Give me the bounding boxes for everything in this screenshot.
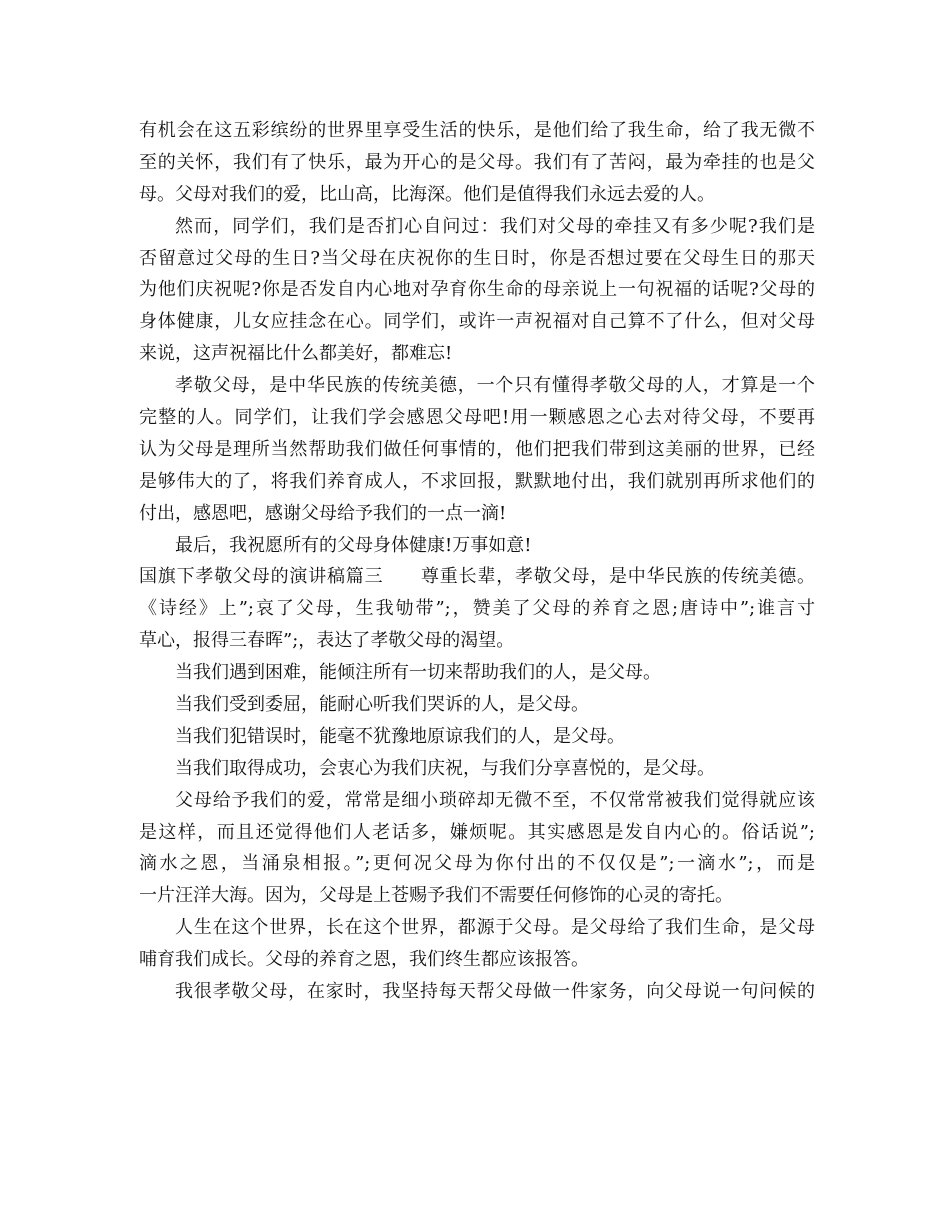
text-line: 《诗经》上”;哀了父母，生我劬带”;，赞美了父母的养育之恩;唐诗中”;谁言寸 bbox=[139, 598, 815, 620]
text-line: 为他们庆祝呢?你是否发自内心地对孕育你生命的母亲说上一句祝福的话呢?父母的 bbox=[139, 279, 815, 301]
text-line: 是这样，而且还觉得他们人老话多，嫌烦呢。其实感恩是发自内心的。俗话说”; bbox=[139, 821, 815, 843]
text-line: 至的关怀，我们有了快乐，最为开心的是父母。我们有了苦闷，最为牵挂的也是父 bbox=[139, 151, 815, 173]
text-line: 身体健康，儿女应挂念在心。同学们，或许一声祝福对自己算不了什么，但对父母 bbox=[139, 311, 815, 333]
text-line: 人生在这个世界，长在这个世界，都源于父母。是父母给了我们生命，是父母 bbox=[175, 917, 815, 939]
text-line: 草心，报得三春晖”;，表达了孝敬父母的渴望。 bbox=[139, 630, 515, 652]
text-line: 当我们受到委屈，能耐心听我们哭诉的人，是父母。 bbox=[175, 694, 589, 716]
text-line: 付出，感恩吧，感谢父母给予我们的一点一滴! bbox=[139, 502, 507, 524]
text-line: 当我们犯错误时，能毫不犹豫地原谅我们的人，是父母。 bbox=[175, 725, 625, 747]
text-line: 当我们取得成功，会衷心为我们庆祝，与我们分享喜悦的，是父母。 bbox=[175, 757, 715, 779]
text-line: 一片汪洋大海。因为，父母是上苍赐予我们不需要任何修饰的心灵的寄托。 bbox=[139, 885, 733, 907]
text-line: 父母给予我们的爱，常常是细小琐碎却无微不至，不仅常常被我们觉得就应该 bbox=[175, 789, 815, 811]
text-line: 最后，我祝愿所有的父母身体健康!万事如意! bbox=[175, 534, 532, 556]
text-line: 来说，这声祝福比什么都美好，都难忘! bbox=[139, 343, 453, 365]
text-line: 有机会在这五彩缤纷的世界里享受生活的快乐，是他们给了我生命，给了我无微不 bbox=[139, 120, 815, 141]
text-line: 然而，同学们，我们是否扪心自问过：我们对父母的牵挂又有多少呢?我们是 bbox=[175, 215, 815, 237]
text-line: 当我们遇到困难，能倾注所有一切来帮助我们的人，是父母。 bbox=[175, 662, 661, 684]
text-line: 国旗下孝敬父母的演讲稿篇三 尊重长辈，孝敬父母，是中华民族的传统美德。 bbox=[139, 566, 815, 588]
speech-text-body bbox=[139, 115, 815, 1008]
text-line: 认为父母是理所当然帮助我们做任何事情的，他们把我们带到这美丽的世界，已经 bbox=[139, 438, 815, 460]
text-line: 孝敬父母，是中华民族的传统美德，一个只有懂得孝敬父母的人，才算是一个 bbox=[175, 375, 815, 397]
text-line: 否留意过父母的生日?当父母在庆祝你的生日时，你是否想过要在父母生日的那天 bbox=[139, 247, 815, 269]
text-line: 滴水之恩，当涌泉相报。”;更何况父母为你付出的不仅仅是”;一滴水”;，而是 bbox=[139, 853, 815, 875]
text-line: 是够伟大的了，将我们养育成人，不求回报，默默地付出，我们就别再所求他们的 bbox=[139, 470, 815, 492]
text-line: 母。父母对我们的爱，比山高，比海深。他们是值得我们永远去爱的人。 bbox=[139, 183, 715, 205]
text-line: 完整的人。同学们，让我们学会感恩父母吧!用一颗感恩之心去对待父母，不要再 bbox=[139, 407, 815, 429]
text-line: 哺育我们成长。父母的养育之恩，我们终生都应该报答。 bbox=[139, 949, 589, 971]
text-line: 我很孝敬父母，在家时，我坚持每天帮父母做一件家务，向父母说一句问候的 bbox=[175, 981, 815, 1003]
